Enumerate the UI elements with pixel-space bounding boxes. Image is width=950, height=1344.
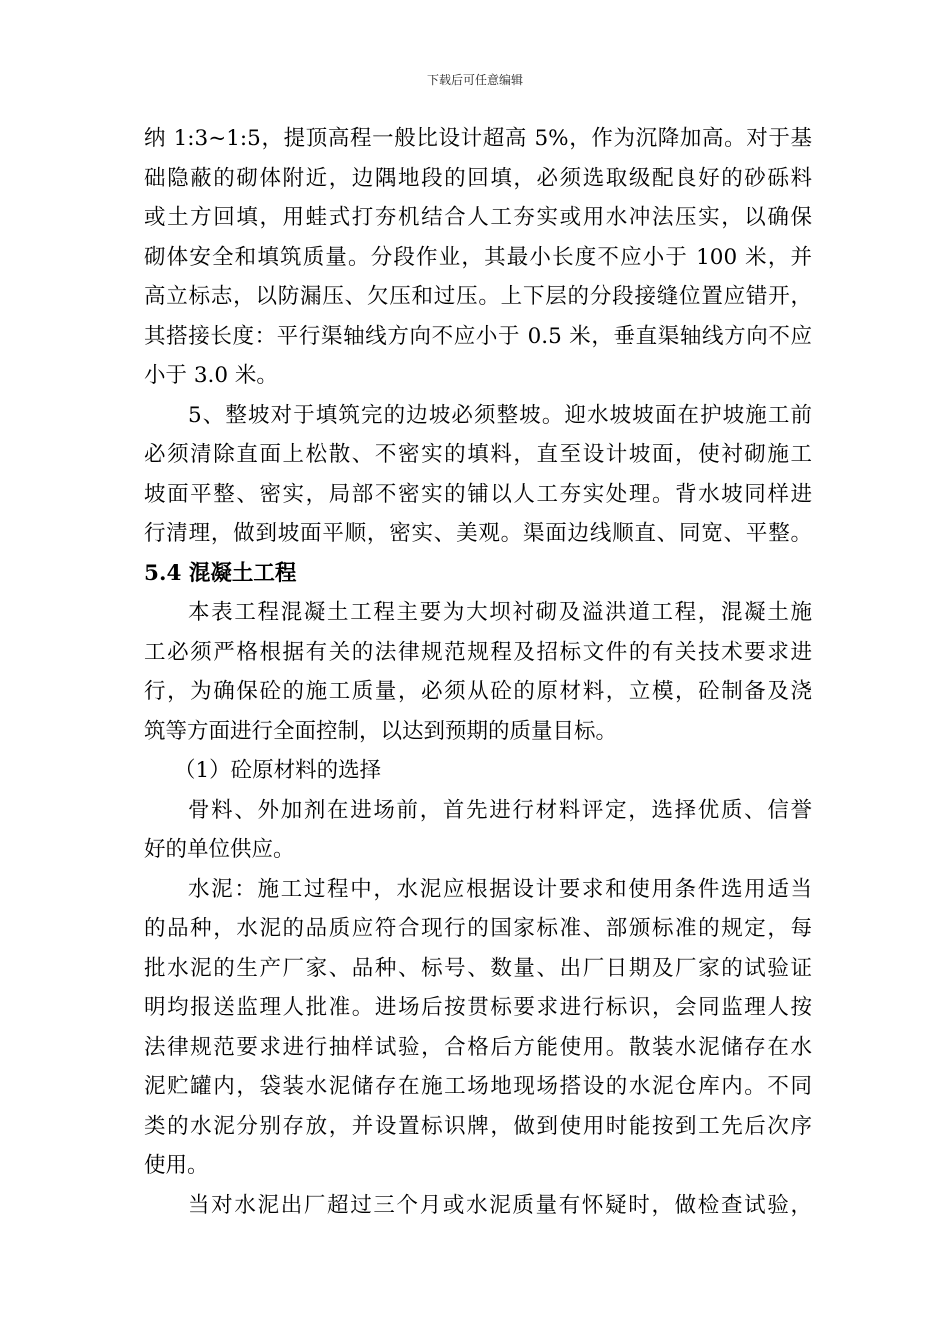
text-line: 坡面平整、密实，局部不密实的铺以人工夯实处理。背水坡同样进	[144, 481, 812, 507]
text-line: 高立标志，以防漏压、欠压和过压。上下层的分段接缝位置应错开，	[144, 284, 812, 309]
text-line: 类的水泥分别存放，并设置标识牌，做到使用时能按到工先后次序	[144, 1113, 812, 1139]
text-line: 础隐蔽的砌体附近，边隅地段的回填，必须选取级配良好的砂砾料	[144, 165, 812, 191]
text-line: 骨料、外加剂在进场前，首先进行材料评定，选择优质、信誉	[188, 797, 812, 823]
text-line: 或土方回填，用蛙式打夯机结合人工夯实或用水冲法压实，以确保	[144, 205, 812, 230]
section-heading: 5.4 混凝土工程	[144, 560, 297, 586]
text-line: 工必须严格根据有关的法律规范规程及招标文件的有关技术要求进	[144, 639, 812, 665]
text-line: 行清理，做到坡面平顺，密实、美观。渠面边线顺直、同宽、平整。	[144, 521, 812, 546]
text-line: 批水泥的生产厂家、品种、标号、数量、出厂日期及厂家的试验证	[144, 955, 812, 981]
text-line: 使用。	[144, 1153, 209, 1178]
text-line: 泥贮罐内，袋装水泥储存在施工场地现场搭设的水泥仓库内。不同	[144, 1074, 812, 1099]
text-line: 小于 3.0 米。	[144, 363, 278, 388]
text-line: 当对水泥出厂超过三个月或水泥质量有怀疑时，做检查试验，	[188, 1192, 812, 1218]
text-line: 明均报送监理人批准。进场后按贯标要求进行标识，会同监理人按	[144, 995, 812, 1020]
text-line: 其搭接长度：平行渠轴线方向不应小于 0.5 米，垂直渠轴线方向不应	[144, 323, 812, 349]
text-line: 好的单位供应。	[144, 837, 295, 862]
text-line: 5、整坡对于填筑完的边坡必须整坡。迎水坡坡面在护坡施工前	[188, 402, 812, 428]
text-line: 的品种，水泥的品质应符合现行的国家标准、部颁标准的规定，每	[144, 916, 812, 941]
text-line: 纳 1:3~1:5，提顶高程一般比设计超高 5%，作为沉降加高。对于基	[144, 126, 812, 151]
text-line: 行，为确保砼的施工质量，必须从砼的原材料，立模，砼制备及浇	[144, 679, 812, 704]
document-body	[144, 119, 812, 1225]
text-line: 水泥：施工过程中，水泥应根据设计要求和使用条件选用适当	[188, 876, 812, 902]
page-header: 下载后可任意编辑	[426, 73, 523, 87]
text-line: 本表工程混凝土工程主要为大坝衬砌及溢洪道工程，混凝土施	[188, 600, 812, 625]
text-line: 砌体安全和填筑质量。分段作业，其最小长度不应小于 100 米，并	[144, 244, 812, 270]
text-line: （1）砼原材料的选择	[174, 758, 382, 783]
text-line: 必须清除直面上松散、不密实的填料，直至设计坡面，使衬砌施工	[144, 442, 812, 467]
text-line: 筑等方面进行全面控制，以达到预期的质量目标。	[144, 718, 618, 744]
text-line: 法律规范要求进行抽样试验，合格后方能使用。散装水泥储存在水	[144, 1034, 812, 1060]
